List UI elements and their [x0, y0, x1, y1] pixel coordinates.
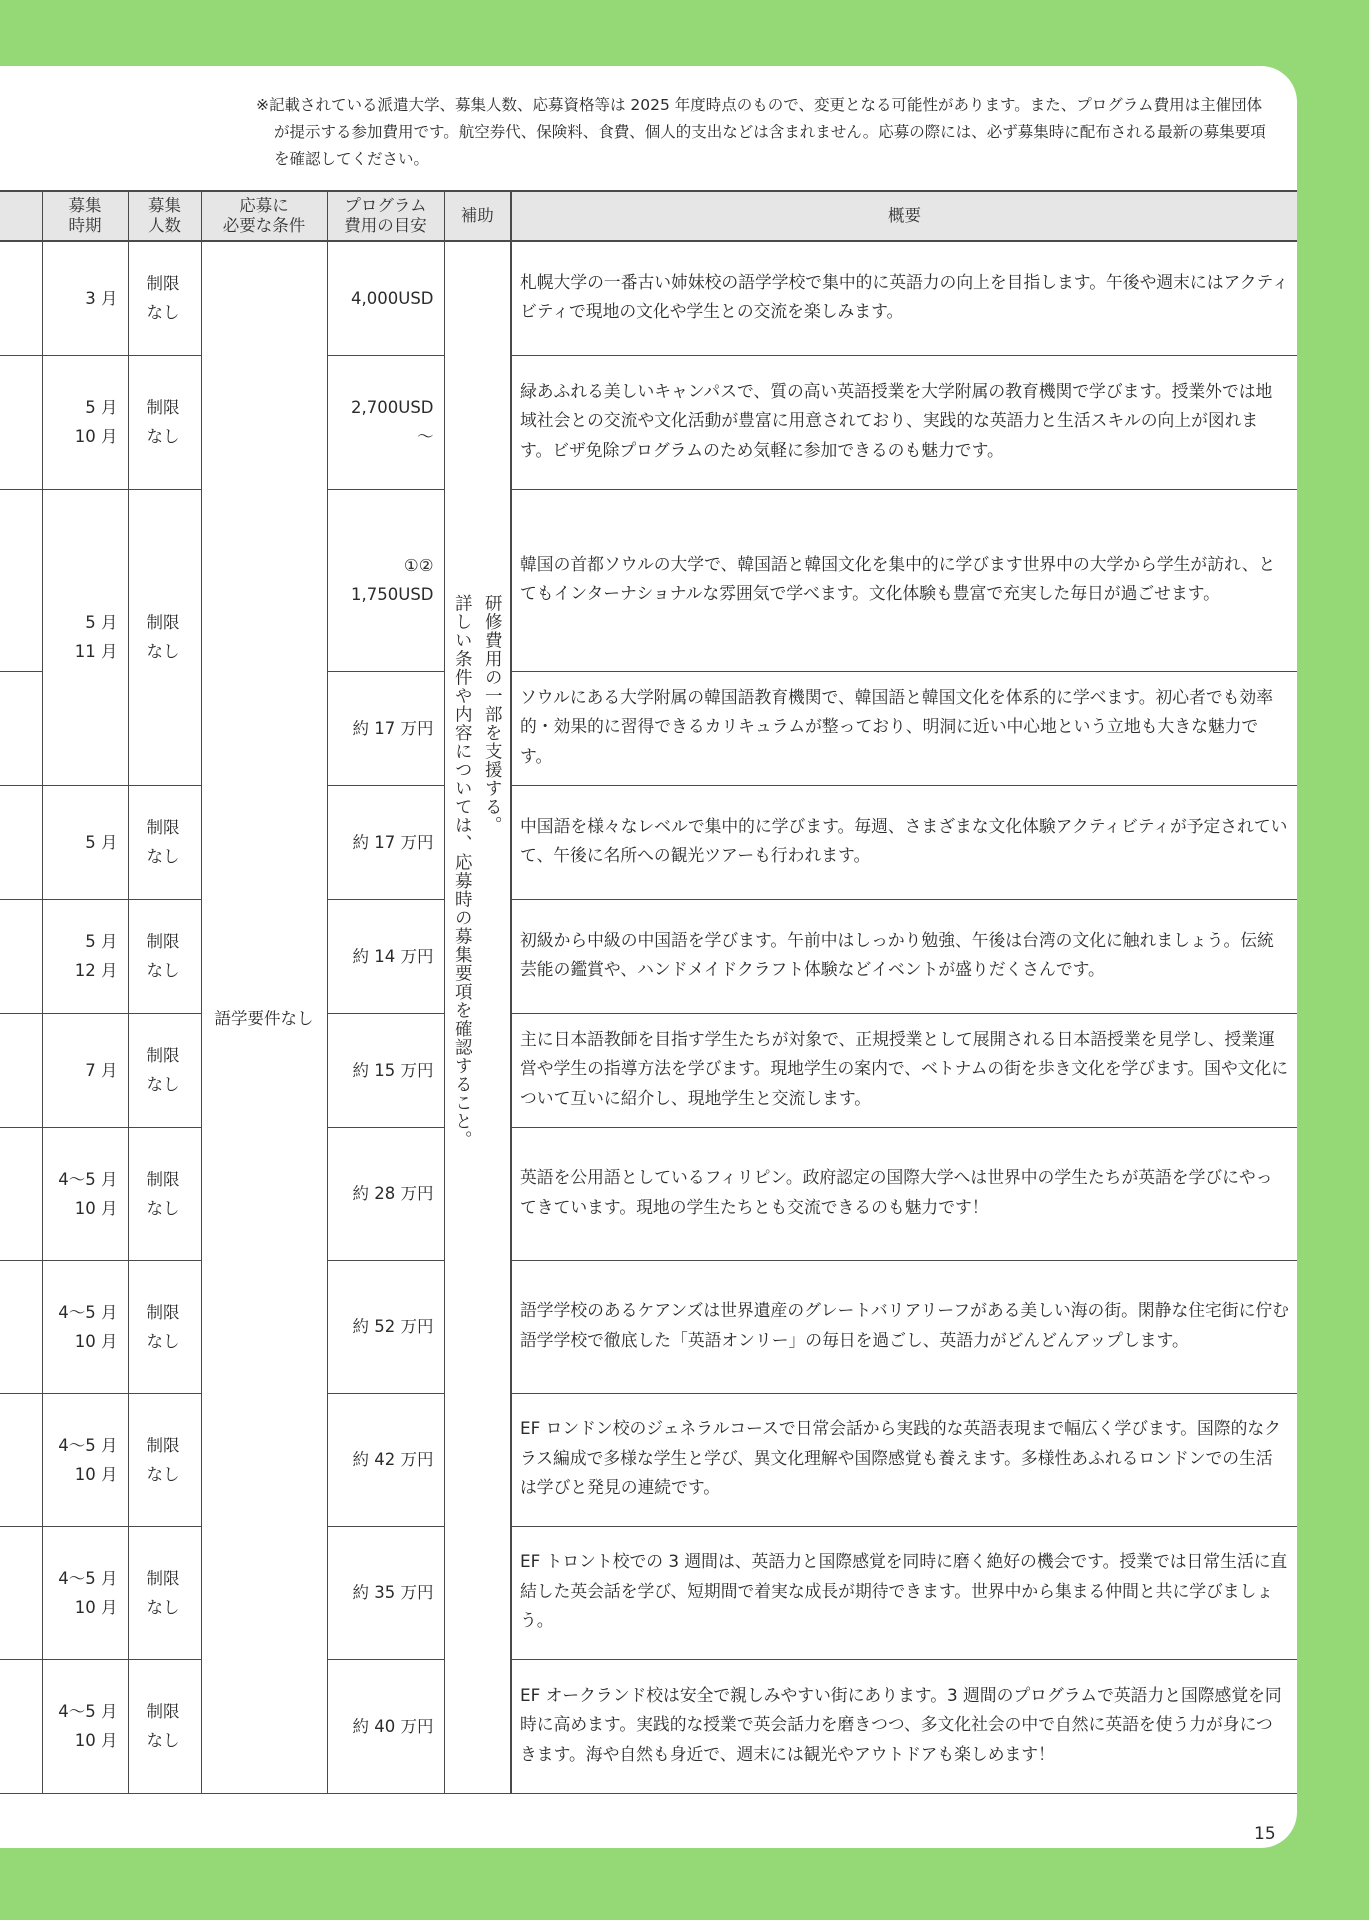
- table-row: [0, 1526, 1297, 1659]
- fee-cell: 約 42 万円: [327, 1393, 444, 1526]
- description-cell: 韓国の首都ソウルの大学で、韓国語と韓国文化を集中的に学びます世界中の大学から学生が訪れ、とてもインターナショナルな雰囲気で学べます。文化体験も豊富で充実した毎日が過ごせます。: [511, 489, 1297, 671]
- description-cell: 緑あふれる美しいキャンパスで、質の高い英語授業を大学附属の教育機関で学びます。授業外では地域社会との交流や文化活動が豊富に用意されており、実践的な英語力と生活スキルの向上が図れます。ビザ免除プログラムのため気軽に参加できるのも魅力です。: [511, 355, 1297, 489]
- fee-cell: 約 14 万円: [327, 899, 444, 1013]
- table-row: [0, 489, 1297, 671]
- support-text-1: 研修費用の一部を支援する。: [482, 594, 503, 835]
- header-fee: プログラム 費用の目安: [327, 191, 444, 241]
- count-cell: 制限 なし: [128, 355, 201, 489]
- table-row: [0, 1659, 1297, 1793]
- count-cell: 制限 なし: [128, 489, 201, 785]
- fee-cell: 約 15 万円: [327, 1013, 444, 1127]
- name-cell: [0, 489, 42, 671]
- fee-cell: 約 28 万円: [327, 1127, 444, 1260]
- page-sheet: [0, 66, 1297, 1848]
- name-cell: [0, 1526, 42, 1659]
- timing-cell: 5 月 11 月: [42, 489, 128, 785]
- timing-cell: 5 月 10 月: [42, 355, 128, 489]
- name-cell: [0, 1260, 42, 1393]
- description-cell: 中国語を様々なレベルで集中的に学びます。毎週、さまざまな文化体験アクティビティが予定されていて、午後に名所への観光ツアーも行われます。: [511, 785, 1297, 899]
- fee-cell: ①② 1,750USD: [327, 489, 444, 671]
- fee-cell: 約 40 万円: [327, 1659, 444, 1793]
- timing-cell: 4～5 月 10 月: [42, 1393, 128, 1526]
- timing-cell: 7 月: [42, 1013, 128, 1127]
- description-cell: EF ロンドン校のジェネラルコースで日常会話から実践的な英語表現まで幅広く学びます。国際的なクラス編成で多様な学生と学び、異文化理解や国際感覚も養えます。多様性あふれるロンドンでの生活は学びと発見の連続です。: [511, 1393, 1297, 1526]
- name-cell: [0, 1393, 42, 1526]
- count-cell: 制限 なし: [128, 1260, 201, 1393]
- description-cell: 主に日本語教師を目指す学生たちが対象で、正規授業として展開される日本語授業を見学し、授業運営や学生の指導方法を学びます。現地学生の案内で、ベトナムの街を歩き文化を学びます。国や文化について互いに紹介し、現地学生と交流します。: [511, 1013, 1297, 1127]
- count-cell: 制限 なし: [128, 1013, 201, 1127]
- header-condition: 応募に 必要な条件: [201, 191, 327, 241]
- description-cell: EF オークランド校は安全で親しみやすい街にあります。3 週間のプログラムで英語力と国際感覚を同時に高めます。実践的な授業で英会話力を磨きつつ、多文化社会の中で自然に英語を使う力が身につきます。海や自然も身近で、週末には観光やアウトドアも楽しめます！: [511, 1659, 1297, 1793]
- program-table: [0, 190, 1297, 1794]
- fee-cell: 2,700USD ～: [327, 355, 444, 489]
- timing-cell: 5 月 12 月: [42, 899, 128, 1013]
- fee-cell: 約 17 万円: [327, 671, 444, 785]
- timing-cell: 4～5 月 10 月: [42, 1260, 128, 1393]
- count-cell: 制限 なし: [128, 1526, 201, 1659]
- table-row: [0, 1013, 1297, 1127]
- count-cell: 制限 なし: [128, 241, 201, 355]
- fee-cell: 約 35 万円: [327, 1526, 444, 1659]
- count-cell: 制限 なし: [128, 785, 201, 899]
- timing-cell: 4～5 月 10 月: [42, 1659, 128, 1793]
- timing-cell: 3 月: [42, 241, 128, 355]
- table-row: [0, 1393, 1297, 1526]
- description-cell: 語学学校のあるケアンズは世界遺産のグレートバリアリーフがある美しい海の街。閑静な住宅街に佇む語学学校で徹底した「英語オンリー」の毎日を過ごし、英語力がどんどんアップします。: [511, 1260, 1297, 1393]
- disclaimer-note: ※記載されている派遣大学、募集人数、応募資格等は 2025 年度時点のもので、変更となる可能性があります。また、プログラム費用は主催団体が提示する参加費用です。航空券代、保険料、食費、個人的支出などは含まれません。応募の際には、必ず募集時に配布される最新の募集要項を確認してください。: [256, 96, 1266, 168]
- description-cell: 英語を公用語としているフィリピン。政府認定の国際大学へは世界中の学生たちが英語を学びにやってきています。現地の学生たちとも交流できるのも魅力です！: [511, 1127, 1297, 1260]
- name-cell: [0, 241, 42, 355]
- count-cell: 制限 なし: [128, 1659, 201, 1793]
- table-header-row: [0, 191, 1297, 241]
- count-cell: 制限 なし: [128, 899, 201, 1013]
- count-cell: 制限 なし: [128, 1393, 201, 1526]
- timing-cell: 4～5 月 10 月: [42, 1526, 128, 1659]
- name-cell: [0, 1127, 42, 1260]
- description-cell: 札幌大学の一番古い姉妹校の語学学校で集中的に英語力の向上を目指します。午後や週末にはアクティビティで現地の文化や学生との交流を楽しみます。: [511, 241, 1297, 355]
- name-cell: [0, 355, 42, 489]
- table-row: [0, 1260, 1297, 1393]
- table-row: [0, 1127, 1297, 1260]
- name-cell: [0, 785, 42, 899]
- timing-cell: 4～5 月 10 月: [42, 1127, 128, 1260]
- header-support: 補助: [444, 191, 511, 241]
- description-cell: ソウルにある大学附属の韓国語教育機関で、韓国語と韓国文化を体系的に学べます。初心者でも効率的・効果的に習得できるカリキュラムが整っており、明洞に近い中心地という立地も大きな魅力です。: [511, 671, 1297, 785]
- header-timing: 募集 時期: [42, 191, 128, 241]
- name-cell: [0, 1013, 42, 1127]
- page-number: 15: [1254, 1824, 1276, 1844]
- table-row: [0, 241, 1297, 355]
- name-cell: [0, 1659, 42, 1793]
- name-cell: [0, 671, 42, 785]
- timing-cell: 5 月: [42, 785, 128, 899]
- table-row: [0, 899, 1297, 1013]
- header-description: 概要: [511, 191, 1297, 241]
- table-row: [0, 785, 1297, 899]
- header-name-col: [0, 191, 42, 241]
- description-cell: 初級から中級の中国語を学びます。午前中はしっかり勉強、午後は台湾の文化に触れましょう。伝統芸能の鑑賞や、ハンドメイドクラフト体験などイベントが盛りだくさんです。: [511, 899, 1297, 1013]
- support-text-2: 詳しい条件や内容については、応募時の募集要項を確認すること。: [452, 594, 473, 1149]
- name-cell: [0, 899, 42, 1013]
- fee-cell: 4,000USD: [327, 241, 444, 355]
- table-row: [0, 355, 1297, 489]
- fee-cell: 約 52 万円: [327, 1260, 444, 1393]
- header-count: 募集 人数: [128, 191, 201, 241]
- fee-cell: 約 17 万円: [327, 785, 444, 899]
- count-cell: 制限 なし: [128, 1127, 201, 1260]
- support-cell: [444, 241, 511, 1793]
- description-cell: EF トロント校での 3 週間は、英語力と国際感覚を同時に磨く絶好の機会です。授業では日常生活に直結した英会話を学び、短期間で着実な成長が期待できます。世界中から集まる仲間と共に学びましょう。: [511, 1526, 1297, 1659]
- condition-cell: 語学要件なし: [201, 241, 327, 1793]
